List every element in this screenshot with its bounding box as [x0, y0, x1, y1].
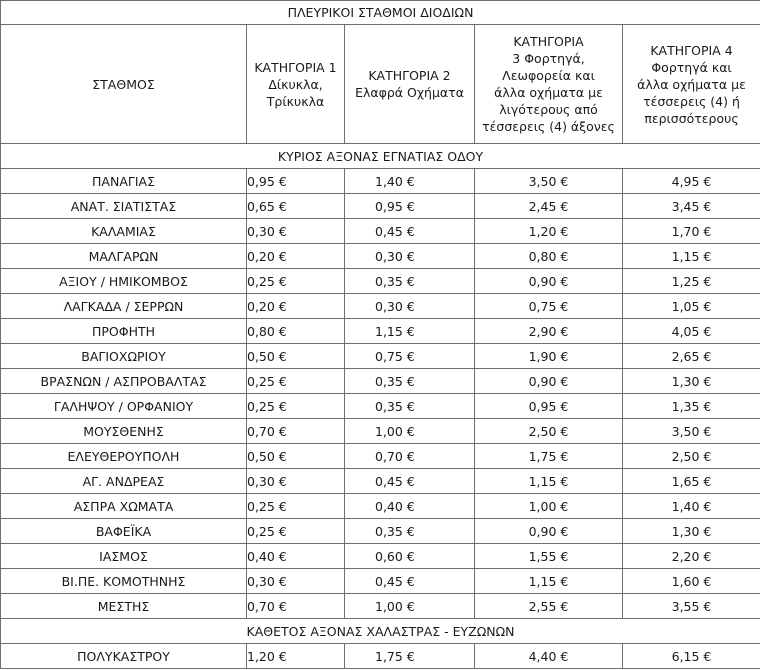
price-cat4: 3,55 € [623, 594, 760, 619]
price-cat1: 0,50 € [247, 344, 345, 369]
header-cat1-line: Δίκυκλα, [268, 76, 323, 92]
price-cat3: 3,50 € [475, 169, 623, 194]
station-cell: ΒΑΓΙΟΧΩΡΙΟΥ [1, 344, 247, 369]
price-cat3: 1,00 € [475, 494, 623, 519]
price-cat4: 1,40 € [623, 494, 760, 519]
header-cat1-line: ΚΑΤΗΓΟΡΙΑ 1 [254, 59, 337, 75]
price-cat2: 0,35 € [345, 369, 475, 394]
table-row [1, 569, 760, 594]
price-cat3: 2,50 € [475, 419, 623, 444]
table-row [1, 519, 760, 544]
station-cell: ΕΛΕΥΘΕΡΟΥΠΟΛΗ [1, 444, 247, 469]
price-cat4: 4,95 € [623, 169, 760, 194]
price-cat3: 1,55 € [475, 544, 623, 569]
header-cat2-line: ΚΑΤΗΓΟΡΙΑ 2 [368, 68, 451, 83]
price-cat1: 0,50 € [247, 444, 345, 469]
table-row [1, 344, 760, 369]
price-cat1: 0,20 € [247, 244, 345, 269]
station-cell: ΜΕΣΤΗΣ [1, 594, 247, 619]
price-cat2: 0,40 € [345, 494, 475, 519]
price-cat1: 0,95 € [247, 169, 345, 194]
table-row [1, 644, 760, 669]
price-cat4: 1,15 € [623, 244, 760, 269]
station-cell: ΒΙ.ΠΕ. ΚΟΜΟΤΗΝΗΣ [1, 569, 247, 594]
station-cell: ΙΑΣΜΟΣ [1, 544, 247, 569]
station-cell: ΒΑΦΕΪΚΑ [1, 519, 247, 544]
price-cat3: 1,15 € [475, 569, 623, 594]
header-cat3-line: ΚΑΤΗΓΟΡΙΑ [513, 34, 584, 49]
header-cat4-line: περισσότερους [644, 110, 739, 126]
price-cat4: 1,60 € [623, 569, 760, 594]
price-cat1: 0,25 € [247, 369, 345, 394]
price-cat4: 1,70 € [623, 219, 760, 244]
price-cat3: 4,40 € [475, 644, 623, 669]
station-cell: ΛΑΓΚΑΔΑ / ΣΕΡΡΩΝ [1, 294, 247, 319]
price-cat3: 0,90 € [475, 519, 623, 544]
price-cat3: 0,95 € [475, 394, 623, 419]
station-cell: ΑΞΙΟΥ / ΗΜΙΚΟΜΒΟΣ [1, 269, 247, 294]
table-row [1, 494, 760, 519]
station-cell: ΒΡΑΣΝΩΝ / ΑΣΠΡΟΒΑΛΤΑΣ [1, 369, 247, 394]
station-cell: ΑΓ. ΑΝΔΡΕΑΣ [1, 469, 247, 494]
price-cat3: 0,75 € [475, 294, 623, 319]
header-category-4 [623, 25, 760, 144]
price-cat3: 0,90 € [475, 369, 623, 394]
header-cat4-line: ΚΑΤΗΓΟΡΙΑ 4 [650, 42, 733, 58]
station-cell: ΠΑΝΑΓΙΑΣ [1, 169, 247, 194]
price-cat3: 0,80 € [475, 244, 623, 269]
price-cat3: 1,75 € [475, 444, 623, 469]
price-cat3: 0,90 € [475, 269, 623, 294]
header-row [1, 25, 760, 144]
price-cat4: 2,50 € [623, 444, 760, 469]
price-cat2: 1,00 € [345, 594, 475, 619]
price-cat2: 1,75 € [345, 644, 475, 669]
price-cat2: 1,15 € [345, 319, 475, 344]
price-cat2: 0,30 € [345, 244, 475, 269]
station-cell: ΠΟΛΥΚΑΣΤΡΟΥ [1, 644, 247, 669]
station-cell: ΑΝΑΤ. ΣΙΑΤΙΣΤΑΣ [1, 194, 247, 219]
price-cat1: 0,30 € [247, 569, 345, 594]
price-cat1: 0,25 € [247, 519, 345, 544]
price-cat2: 0,95 € [345, 194, 475, 219]
header-cat3-line: Λεωφορεία και [502, 68, 595, 83]
station-cell: ΜΟΥΣΘΕΝΗΣ [1, 419, 247, 444]
price-cat4: 6,15 € [623, 644, 760, 669]
price-cat3: 1,90 € [475, 344, 623, 369]
header-cat4-line: άλλα οχήματα με [637, 76, 746, 92]
price-cat2: 0,45 € [345, 569, 475, 594]
price-cat1: 0,20 € [247, 294, 345, 319]
price-cat4: 1,65 € [623, 469, 760, 494]
price-cat4: 2,65 € [623, 344, 760, 369]
price-cat4: 3,45 € [623, 194, 760, 219]
header-station: ΣΤΑΘΜΟΣ [1, 25, 247, 144]
toll-table-body [1, 1, 760, 669]
table-row [1, 369, 760, 394]
table-row [1, 294, 760, 319]
price-cat2: 0,35 € [345, 519, 475, 544]
price-cat4: 1,05 € [623, 294, 760, 319]
price-cat4: 2,20 € [623, 544, 760, 569]
price-cat3: 1,20 € [475, 219, 623, 244]
price-cat4: 3,50 € [623, 419, 760, 444]
section-row [1, 144, 760, 169]
header-cat3-line: 3 Φορτηγά, [512, 51, 585, 66]
header-cat3-line: άλλα οχήματα με [494, 85, 603, 100]
price-cat2: 1,40 € [345, 169, 475, 194]
price-cat1: 0,65 € [247, 194, 345, 219]
price-cat1: 0,70 € [247, 419, 345, 444]
table-row [1, 169, 760, 194]
header-category-1 [247, 25, 345, 144]
header-cat3-line: τέσσερεις (4) άξονες [482, 119, 615, 134]
station-cell: ΜΑΛΓΑΡΩΝ [1, 244, 247, 269]
station-cell: ΚΑΛΑΜΙΑΣ [1, 219, 247, 244]
price-cat1: 0,70 € [247, 594, 345, 619]
station-cell: ΑΣΠΡΑ ΧΩΜΑΤΑ [1, 494, 247, 519]
price-cat4: 4,05 € [623, 319, 760, 344]
price-cat2: 0,75 € [345, 344, 475, 369]
header-category-3 [475, 25, 623, 144]
price-cat2: 0,70 € [345, 444, 475, 469]
price-cat2: 0,60 € [345, 544, 475, 569]
header-cat1-line: Τρίκυκλα [266, 93, 325, 109]
table-row [1, 394, 760, 419]
table-row [1, 219, 760, 244]
header-cat2-line: Ελαφρά Οχήματα [355, 85, 464, 100]
table-row [1, 544, 760, 569]
price-cat1: 0,30 € [247, 219, 345, 244]
table-row [1, 594, 760, 619]
price-cat4: 1,35 € [623, 394, 760, 419]
section-title: ΚΥΡΙΟΣ ΑΞΟΝΑΣ ΕΓΝΑΤΙΑΣ ΟΔΟΥ [1, 144, 760, 169]
station-cell: ΠΡΟΦΗΤΗ [1, 319, 247, 344]
price-cat3: 2,55 € [475, 594, 623, 619]
price-cat1: 0,30 € [247, 469, 345, 494]
table-row [1, 444, 760, 469]
price-cat1: 0,25 € [247, 494, 345, 519]
price-cat2: 0,45 € [345, 469, 475, 494]
section-title: ΚΑΘΕΤΟΣ ΑΞΟΝΑΣ ΧΑΛΑΣΤΡΑΣ - ΕΥΖΩΝΩΝ [1, 619, 760, 644]
price-cat3: 1,15 € [475, 469, 623, 494]
price-cat1: 1,20 € [247, 644, 345, 669]
header-cat4-line: τέσσερεις (4) ή [643, 93, 740, 109]
price-cat2: 0,45 € [345, 219, 475, 244]
price-cat4: 1,30 € [623, 369, 760, 394]
price-cat2: 0,35 € [345, 394, 475, 419]
price-cat3: 2,45 € [475, 194, 623, 219]
station-cell: ΓΑΛΗΨΟΥ / ΟΡΦΑΝΙΟΥ [1, 394, 247, 419]
price-cat2: 1,00 € [345, 419, 475, 444]
table-row [1, 269, 760, 294]
table-row [1, 319, 760, 344]
section-row [1, 619, 760, 644]
price-cat1: 0,80 € [247, 319, 345, 344]
table-row [1, 469, 760, 494]
price-cat3: 2,90 € [475, 319, 623, 344]
header-cat3-line: λιγότερους από [499, 102, 598, 117]
header-cat4-line: Φορτηγά και [651, 59, 732, 75]
table-row [1, 244, 760, 269]
price-cat2: 0,30 € [345, 294, 475, 319]
price-cat4: 1,25 € [623, 269, 760, 294]
table-row [1, 419, 760, 444]
price-cat2: 0,35 € [345, 269, 475, 294]
price-cat1: 0,40 € [247, 544, 345, 569]
price-cat4: 1,30 € [623, 519, 760, 544]
table-title: ΠΛΕΥΡΙΚΟΙ ΣΤΑΘΜΟΙ ΔΙΟΔΙΩΝ [1, 1, 760, 25]
table-row [1, 194, 760, 219]
price-cat1: 0,25 € [247, 394, 345, 419]
price-cat1: 0,25 € [247, 269, 345, 294]
header-category-2 [345, 25, 475, 144]
